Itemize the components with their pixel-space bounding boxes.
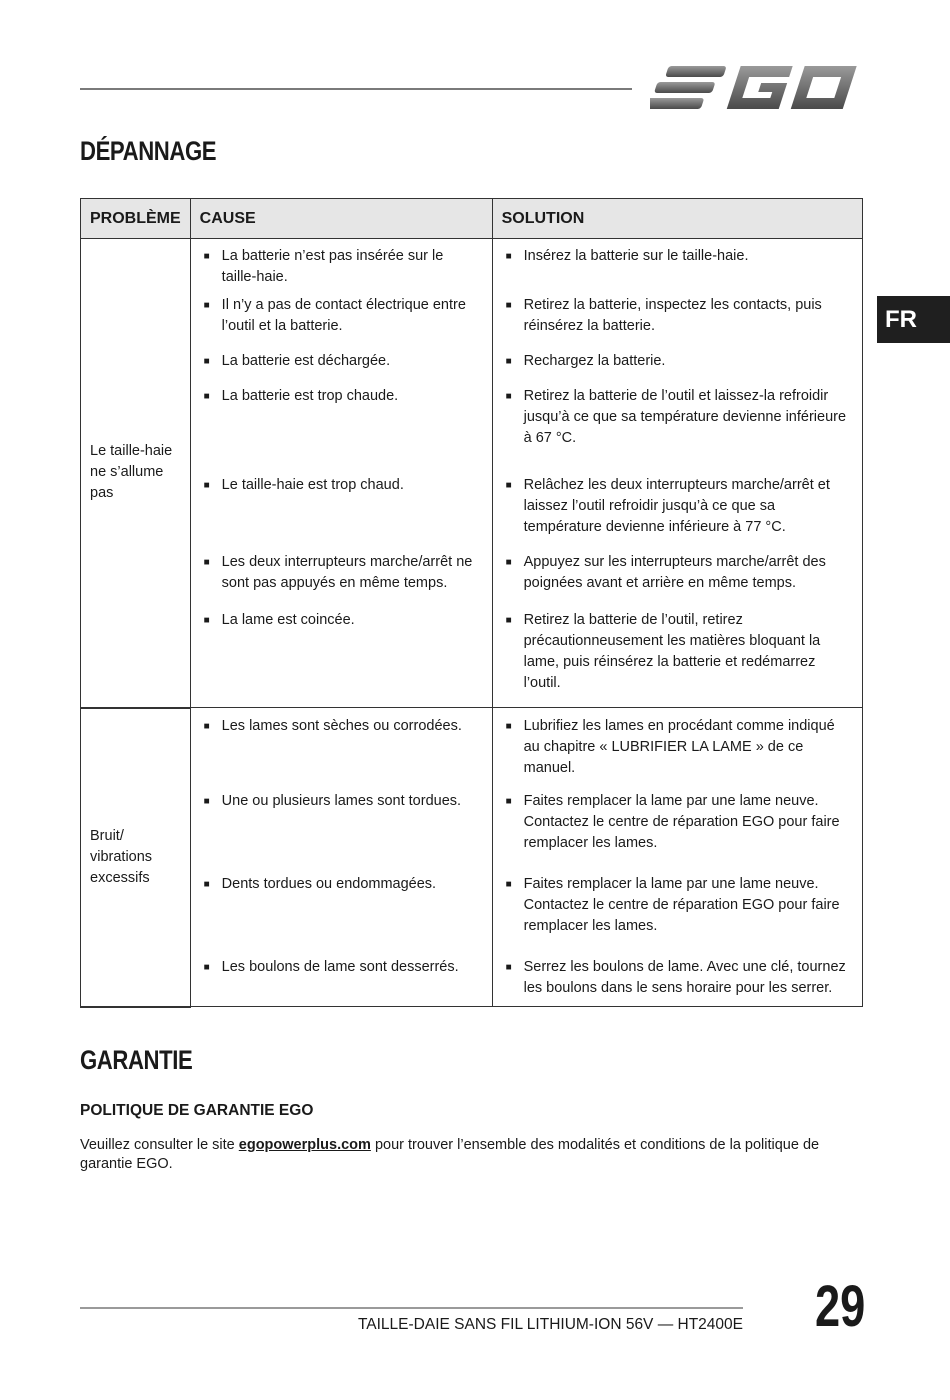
bullet-icon: [506, 957, 524, 999]
bullet-icon: [506, 475, 524, 538]
troubleshooting-title: DÉPANNAGE: [80, 136, 217, 166]
bullet-icon: [204, 957, 222, 978]
solution-text: Appuyez sur les interrupteurs marche/arrêt des poignées avant et arrière en même temps.: [523, 553, 826, 591]
warranty-text-after: pour trouver l’ensemble des modalités et conditions de la politique de garantie EGO.: [80, 1137, 820, 1172]
problem-cell: Le taille-haie ne s’allume pas: [81, 239, 191, 708]
table-row: [81, 610, 863, 708]
cause-text: Le taille-haie est trop chaud.: [221, 476, 404, 493]
bullet-icon: [506, 351, 524, 372]
bullet-icon: [506, 791, 524, 854]
bullet-icon: [204, 552, 222, 594]
bullet-icon: [204, 475, 222, 496]
cause-text: La batterie est déchargée.: [221, 352, 391, 369]
bullet-icon: [506, 552, 524, 594]
bullet-icon: [506, 246, 524, 267]
bullet-icon: [204, 351, 222, 372]
bullet-icon: [506, 610, 524, 694]
language-tab: FR: [877, 296, 950, 343]
column-header-cause: CAUSE: [190, 199, 492, 239]
warranty-paragraph: [80, 1136, 850, 1174]
bullet-icon: [204, 386, 222, 407]
solution-text: Serrez les boulons de lame. Avec une clé, tournez les boulons dans le sens horaire pour les serrer.: [523, 958, 846, 996]
table-row: [81, 791, 863, 874]
column-header-problem: PROBLÈME: [81, 199, 191, 239]
footer-product: TAILLE-DAIE SANS FIL LITHIUM-ION 56V — HT2400E: [357, 1316, 743, 1333]
table-header-row: [81, 199, 863, 239]
bullet-icon: [506, 386, 524, 449]
bullet-icon: [506, 874, 524, 937]
bullet-icon: [204, 791, 222, 812]
problem-cell: Bruit/ vibrations excessifs: [81, 708, 191, 1007]
warranty-link[interactable]: egopowerplus.com: [238, 1137, 371, 1153]
table-row: [81, 475, 863, 552]
table-row: [81, 239, 863, 295]
table-row: [81, 708, 863, 791]
bullet-icon: [204, 874, 222, 895]
bullet-icon: [204, 295, 222, 337]
warranty-title: GARANTIE: [80, 1045, 193, 1075]
solution-text: Retirez la batterie de l’outil, retirez précautionneusement les matières bloquant la lame, puis réinsérez la batterie et redémarrez l’outil.: [523, 611, 821, 691]
cause-text: Les boulons de lame sont desserrés.: [221, 958, 459, 975]
solution-text: Retirez la batterie, inspectez les contacts, puis réinsérez la batterie.: [523, 296, 822, 334]
cause-text: Il n’y a pas de contact électrique entre l’outil et la batterie.: [221, 296, 466, 334]
table-row: [81, 386, 863, 475]
footer-rule: [80, 1307, 743, 1309]
cause-text: Les deux interrupteurs marche/arrêt ne sont pas appuyés en même temps.: [221, 553, 473, 591]
cause-text: La batterie est trop chaude.: [221, 387, 399, 404]
bullet-icon: [506, 716, 524, 779]
cause-text: Une ou plusieurs lames sont tordues.: [221, 792, 462, 809]
solution-text: Rechargez la batterie.: [523, 352, 666, 369]
ego-logo: [650, 62, 862, 114]
table-row: [81, 295, 863, 351]
solution-text: Relâchez les deux interrupteurs marche/arrêt et laissez l’outil refroidir jusqu’à ce que sa température devienne inférieure à 77 °C.: [523, 476, 830, 535]
solution-text: Faites remplacer la lame par une lame neuve. Contactez le centre de réparation EGO pour faire remplacer les lames.: [523, 792, 840, 851]
bullet-icon: [204, 716, 222, 737]
troubleshooting-table: [80, 198, 863, 1008]
warranty-subtitle: POLITIQUE DE GARANTIE EGO: [80, 1102, 314, 1119]
cause-text: Dents tordues ou endommagées.: [221, 875, 437, 892]
solution-text: Faites remplacer la lame par une lame neuve. Contactez le centre de réparation EGO pour faire remplacer les lames.: [523, 875, 840, 934]
bullet-icon: [506, 295, 524, 337]
header-rule: [80, 88, 632, 90]
warranty-text-before: Veuillez consulter le site: [80, 1137, 239, 1153]
solution-text: Lubrifiez les lames en procédant comme indiqué au chapitre « LUBRIFIER LA LAME » de ce manuel.: [523, 718, 835, 776]
bullet-icon: [204, 246, 222, 288]
solution-text: Insérez la batterie sur le taille-haie.: [523, 248, 749, 264]
cause-text: Les lames sont sèches ou corrodées.: [221, 718, 462, 734]
page-number: 29: [815, 1274, 866, 1339]
table-row: [81, 351, 863, 386]
column-header-solution: SOLUTION: [492, 199, 862, 239]
cause-text: La batterie n’est pas insérée sur le taille-haie.: [221, 248, 444, 285]
table-row: [81, 874, 863, 957]
cause-text: La lame est coincée.: [221, 611, 355, 628]
solution-text: Retirez la batterie de l’outil et laissez-la refroidir jusqu’à ce que sa température devienne inférieure à 67 °C.: [523, 387, 847, 446]
table-row: [81, 957, 863, 1007]
bullet-icon: [204, 610, 222, 631]
table-row: [81, 552, 863, 610]
